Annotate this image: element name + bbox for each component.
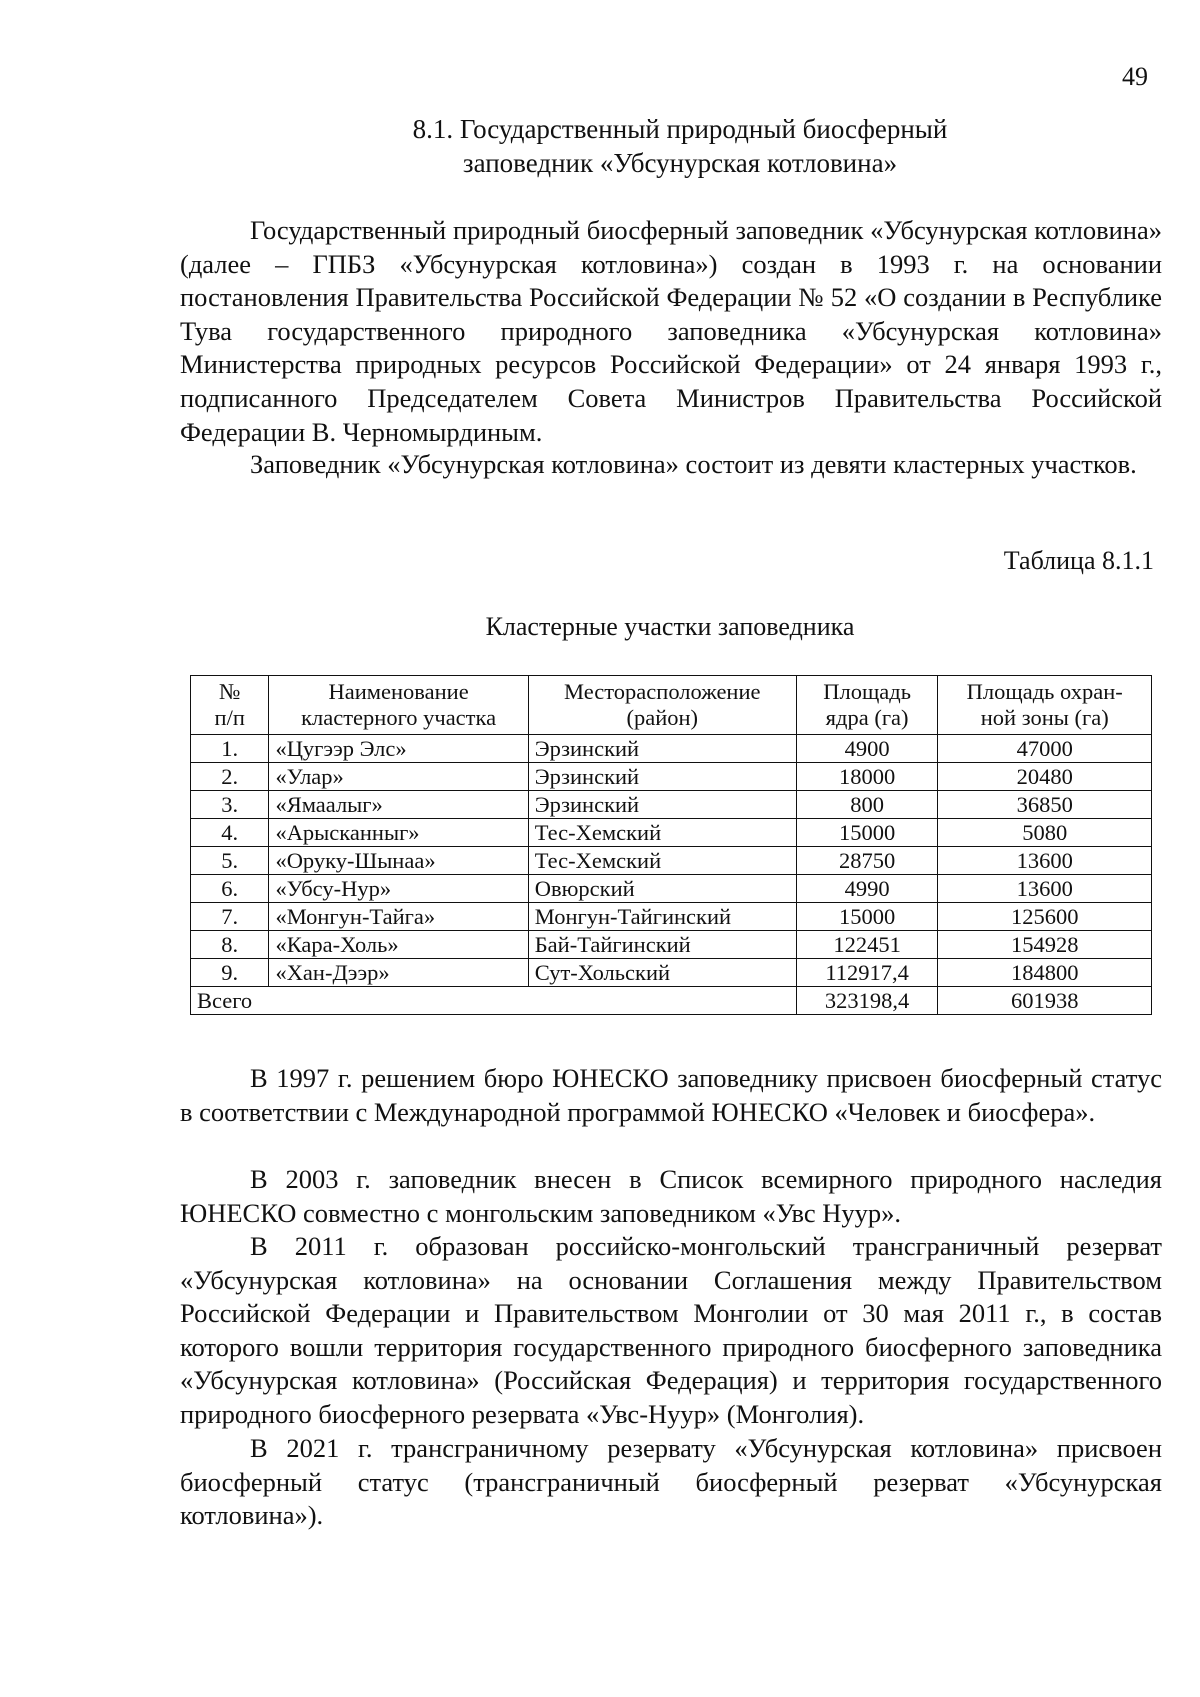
cell-core: 122451	[796, 931, 938, 959]
cell-num: 7.	[191, 903, 269, 931]
cell-core: 15000	[796, 903, 938, 931]
section-title	[180, 112, 1180, 180]
cell-num: 2.	[191, 763, 269, 791]
cell-location: Сут-Хольский	[528, 959, 796, 987]
cell-num: 3.	[191, 791, 269, 819]
table-total-row	[191, 987, 1152, 1015]
page-number: 49	[1122, 62, 1148, 91]
cell-buffer: 47000	[938, 735, 1152, 763]
cell-total-label: Всего	[191, 987, 797, 1015]
header-buffer-area: Площадь охран- ной зоны (га)	[938, 676, 1152, 735]
cell-num: 1.	[191, 735, 269, 763]
table-row	[191, 903, 1152, 931]
cell-buffer: 13600	[938, 875, 1152, 903]
cell-core: 4900	[796, 735, 938, 763]
section-title-line2: заповедник «Убсунурская котловина»	[462, 148, 898, 178]
header-location: Месторасположение (район)	[528, 676, 796, 735]
cell-location: Овюрский	[528, 875, 796, 903]
cell-location: Эрзинский	[528, 735, 796, 763]
cell-core: 28750	[796, 847, 938, 875]
table-title: Кластерные участки заповедника	[485, 612, 855, 641]
cell-buffer: 13600	[938, 847, 1152, 875]
table-row	[191, 875, 1152, 903]
paragraph-biosphere-2021: В 2021 г. трансграничному резервату «Убсунурская котловина» присвоен биосферный статус (трансграничный биосферный резерват «Убсунурская котловина»).	[180, 1433, 1162, 1531]
cell-location: Тес-Хемский	[528, 847, 796, 875]
paragraph-transboundary-2011: В 2011 г. образован российско-монгольский трансграничный резерват «Убсунурская котловина» на основании Соглашения между Правительством Российской Федерации и Правительством Монголии от 30 мая 2011 г., в состав которого вошли территория государственного природного биосферного заповедника «Убсунурская котловина» (Российская Федерация) и территория государственного природного биосферного резервата «Увс-Нуур» (Монголия).	[180, 1231, 1162, 1429]
cell-buffer: 154928	[938, 931, 1152, 959]
cell-location: Бай-Тайгинский	[528, 931, 796, 959]
table-header-row	[191, 676, 1152, 735]
cell-num: 9.	[191, 959, 269, 987]
cell-buffer: 20480	[938, 763, 1152, 791]
table-row	[191, 735, 1152, 763]
paragraph-unesco-2003: В 2003 г. заповедник внесен в Список всемирного природного наследия ЮНЕСКО совместно с монгольским заповедником «Увс Нуур».	[180, 1164, 1162, 1228]
cell-location: Тес-Хемский	[528, 819, 796, 847]
cell-location: Монгун-Тайгинский	[528, 903, 796, 931]
paragraph-unesco-1997: В 1997 г. решением бюро ЮНЕСКО заповеднику присвоен биосферный статус в соответствии с Международной программой ЮНЕСКО «Человек и биосфера».	[180, 1063, 1162, 1127]
cell-location: Эрзинский	[528, 791, 796, 819]
cell-name: «Цугээр Элс»	[269, 735, 528, 763]
cell-name: «Убсу-Нур»	[269, 875, 528, 903]
cell-core: 18000	[796, 763, 938, 791]
cell-name: «Кара-Холь»	[269, 931, 528, 959]
cell-num: 8.	[191, 931, 269, 959]
cell-name: «Ямаалыг»	[269, 791, 528, 819]
cell-buffer: 5080	[938, 819, 1152, 847]
cell-num: 4.	[191, 819, 269, 847]
table-row	[191, 791, 1152, 819]
table-row	[191, 847, 1152, 875]
table-row	[191, 763, 1152, 791]
section-title-line1: 8.1. Государственный природный биосферный	[412, 114, 948, 144]
cell-name: «Улар»	[269, 763, 528, 791]
cell-buffer: 184800	[938, 959, 1152, 987]
cell-total-core: 323198,4	[796, 987, 938, 1015]
cell-total-buffer: 601938	[938, 987, 1152, 1015]
table-row	[191, 819, 1152, 847]
cell-buffer: 36850	[938, 791, 1152, 819]
paragraph-establishment: Государственный природный биосферный заповедник «Убсунурская котловина» (далее – ГПБЗ «Убсунурская котловина») создан в 1993 г. на основании постановления Правительства Российской Федерации № 52 «О создании в Республике Тува государственного природного заповедника «Убсунурская котловина» Министерства природных ресурсов Российской Федерации» от 24 января 1993 г., подписанного Председателем Совета Министров Правительства Российской Федерации В. Черномырдиным.	[180, 215, 1162, 447]
cluster-table	[190, 675, 1152, 1015]
cell-num: 5.	[191, 847, 269, 875]
cell-name: «Оруку-Шынаа»	[269, 847, 528, 875]
table-row	[191, 931, 1152, 959]
cell-name: «Монгун-Тайга»	[269, 903, 528, 931]
cell-core: 4990	[796, 875, 938, 903]
cell-core: 15000	[796, 819, 938, 847]
table-caption: Таблица 8.1.1	[1003, 546, 1154, 575]
cell-num: 6.	[191, 875, 269, 903]
paragraph-clusters: Заповедник «Убсунурская котловина» состоит из девяти кластерных участков.	[250, 449, 1137, 479]
cell-buffer: 125600	[938, 903, 1152, 931]
cell-core: 800	[796, 791, 938, 819]
header-num: № п/п	[191, 676, 269, 735]
cell-core: 112917,4	[796, 959, 938, 987]
table-row	[191, 959, 1152, 987]
header-core-area: Площадь ядра (га)	[796, 676, 938, 735]
cell-name: «Арысканныг»	[269, 819, 528, 847]
cell-location: Эрзинский	[528, 763, 796, 791]
cell-name: «Хан-Дээр»	[269, 959, 528, 987]
header-name: Наименование кластерного участка	[269, 676, 528, 735]
